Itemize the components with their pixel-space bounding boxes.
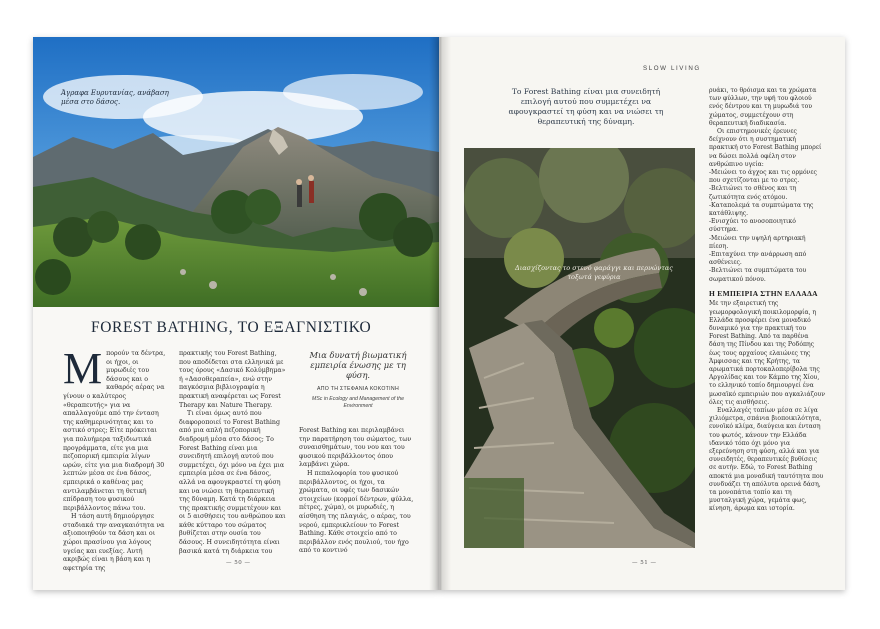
section-label: SLOW LIVING — [643, 65, 701, 72]
benefit-item: -Καταπολεμά τα συμπτώματα της κατάθλιψης. — [709, 201, 814, 218]
right-column-paragraph-4: Εναλλαγές τοπίων μέσα σε λίγα χιλιόμετρα, σπάνια βιοποικιλότητα, ευνοϊκό κλίμα, διαύγεια και ένταση του φωτός, κάνουν την Ελλάδα ιδανικό τόπο όχι μόνο για εξερεύνηση στη φύση, αλλά και για συνειδητές, θεραπευτικές βυθίσεις σε αυτήν. Εδώ, το Forest Bathing αποκτά μια μοναδική ταυτότητα που συνδυάζει τη απόλυτα ορεινά δάση, τα μονοπάτια τοπίο και τη μυσταλγική χώρα, γεμάτα φως, κίνηση, άρωμα και ιστορία. — [709, 407, 824, 513]
section-subhead: Η ΕΜΠΕΙΡΙΑ ΣΤΗΝ ΕΛΛΑΔΑ — [709, 288, 818, 298]
benefit-item: -Βελτιώνει τα συμπτώματα του σωματικού πόνου. — [709, 267, 807, 283]
column-1 — [63, 344, 167, 573]
right-column-paragraph-2: Οι επιστημονικές έρευνες δείχνουν ότι η συστηματική πρακτική στο Forest Bathing μπορεί να δώσει πολλά οφέλη στον ανθρώπινο υγεία: — [709, 128, 822, 168]
benefits-list — [709, 169, 825, 284]
mountain-landscape-image — [33, 37, 439, 307]
benefit-item: -Μειώνει το άγχος και τις ορμόνες που σχετίζονται με το στρες. — [709, 169, 817, 185]
column-1-paragraph-2: Η τάση αυτή δημιούργησε σταδιακά την αναγκαιότητα να αξιοποιηθούν τα δάση και οι χώροι πρασίνου για λόγους υγείας και ευεξίας. Αυτή ακριβώς είναι η βάση και η αφετηρία της — [63, 513, 165, 572]
column-2-text: πρακτικής του Forest Bathing, που αποδίδεται στα ελληνικά με τους όρους «Δασικό Κολύμβημα» ή «Δασοθεραπεία», ενώ στην παγκόσμια βιβλιογραφία η πρακτική αναφέρεται ως Forest Therapy και Nature Therapy. — [179, 350, 286, 409]
bridge-photo — [464, 148, 695, 548]
pull-quote — [303, 350, 413, 409]
author-role: MSc in Ecology and Management of the Environment — [312, 396, 404, 409]
column-3-text: Forest Bathing και περιλαμβάνει την παρατήρηση του σώματος, των συναισθημάτων, του νου και του φυσικού περιβάλλοντος όπου λαμβάνει χώρα. — [299, 427, 412, 469]
right-column-text: ρυάκι, το θρόισμα και τα χρώματα των φύλλων, την υφή του φλοιού ενός δέντρου και τη μυρωδιά του χώματος, συμμετέχουν στη θεραπευτική διαδικασία. — [709, 87, 817, 127]
column-3 — [299, 427, 417, 556]
pull-quote-text: Μια δυνατή βιωματική εμπειρία ένωσης με τη φύση. — [309, 350, 407, 380]
hero-photo — [33, 37, 439, 307]
article-headline: FOREST BATHING, ΤΟ ΕΞΑΓΝΙΣΤΙΚΟ — [91, 319, 372, 336]
benefit-item: -Επιταχύνει την ανάρρωση από ασθένειες. — [709, 251, 807, 267]
column-2-paragraph-2: Τι είναι όμως αυτό που διαφοροποιεί το Forest Bathing από μια απλή πεζοπορική διαδρομή μέσα στο δάσος; Το Forest Bathing είναι μια συνειδητή επιλογή αυτού που συμμετέχει, όχι μόνο να έχει μια εμπειρία μέσα σε ένα δάσος, αλλά να αφουγκραστεί τη φύση και να νιώσει τη θεραπευτική της δύναμη. Κατά τη διάρκεια της πρακτικής συμμετέχουν και οι 5 αισθήσεις του ανθρώπου και κάθε κύτταρο του σώματος βυθίζεται στην ουσία του δάσους. Η συνειδητότητα είναι βασικά κατά τη διάρκεια του — [179, 410, 286, 555]
right-column-paragraph-3: Με την εξαιρετική της γεωμορφολογική ποικιλομορφία, η Ελλάδα προσφέρει ένα μοναδικό δυναμικό για την πρακτική του Forest Bathing. Από τα παρθένα δάση της Πίνδου και της Ροδόπης έως τους αρχαίους ελαιώνες της Άμφισσας και της Κρήτης, τα αρωματικά πορτοκαλοπερίβολα της Αργολίδας και τον Κάμπο της Χίου, το ελληνικό τοπίο δημιουργεί ένα μωσαϊκό εμπειριών που αγκαλιάζουν όλες τις αισθήσεις. — [709, 300, 826, 406]
stone-bridge-image — [464, 148, 695, 548]
bridge-photo-caption: Διασχίζοντας το στενό φαράγγι και περνώντας τοξωτά γεφύρια — [515, 264, 673, 281]
column-1-text: πορούν τα δέντρα, οι ήχοι, οι μυρωδιές του δάσους και ο καθαρός αέρας να γίνουν ο καλύτερος «θεραπευτής» για να απαλλαγούμε από την ένταση της καθημερινότητας και το αστικό στρες; Είτε πρόκειται για πολυήμερα ταξιδιωτικά προγράμματα, είτε για μια πεζοπορική εμπειρία λίγων ωρών, είτε για μια διαδρομή 30 λεπτών μέσα σε ένα δάσος, εμπειρικά ο καθένας μας αντιλαμβάνεται τη θετική επίδραση του φυσικού περιβάλλοντος πάνω του. — [63, 350, 166, 512]
page-number-right: — 51 — — [632, 560, 657, 566]
magazine-spread — [33, 37, 845, 590]
author-byline: ΑΠΟ ΤΗ ΣΤΕΦΑΝΙΑ ΚΟΚΟΤΙΝΗ — [316, 386, 399, 392]
benefit-item: -Ενισχύει το ανοσοποιητικό σύστημα. — [709, 218, 796, 234]
right-column — [709, 87, 825, 514]
benefit-item: -Μειώνει την υψηλή αρτηριακή πίεση. — [709, 234, 806, 250]
right-page — [439, 37, 845, 590]
page-number-left: — 50 — — [226, 560, 251, 566]
drop-cap: Μ — [63, 344, 103, 393]
benefit-item: -Βελτιώνει το σθένος και τη ζωτικότητα ενός ατόμου. — [709, 185, 797, 201]
left-page — [33, 37, 439, 590]
intro-quote: Το Forest Bathing είναι μια συνειδητή επιλογή αυτού που συμμετέχει να αφουγκραστεί τη φύση και να νιώσει τη θεραπευτική της δύναμη. — [508, 87, 664, 126]
column-2 — [179, 350, 287, 556]
column-3-paragraph-2: Η πεπαλοφορία του φυσικού περιβάλλοντος, οι ήχοι, τα χρώματα, οι υφές των δασικών στοιχείων (κορμοί δέντρων, φύλλα, πέτρες, χώμα), οι μυρωδιές, η αίσθηση της πλαγιάς, ο αέρας, του νερού, εμπερικλείουν το Forest Bathing. Κάθε στοιχείο από το περιβάλλον ενός πουλιού, τον ήχο από το κοντινό — [299, 469, 414, 555]
hero-photo-caption: Άγραφα Ευρυτανίας, ανάβαση μέσα στο δάσος. — [61, 89, 169, 106]
